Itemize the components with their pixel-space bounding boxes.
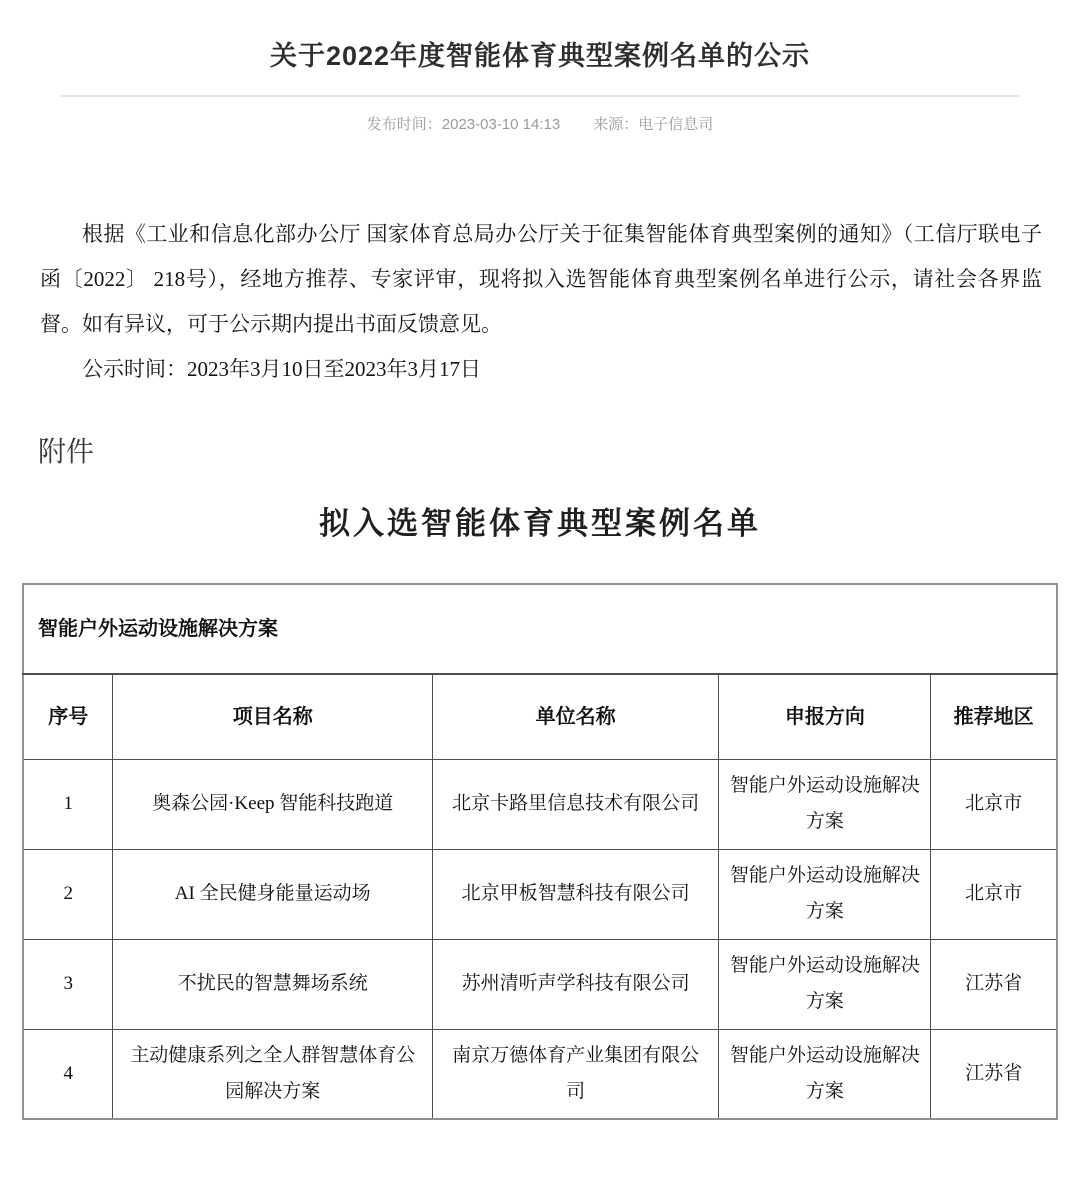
column-header-direction: 申报方向 <box>719 674 931 759</box>
cell-company: 南京万德体育产业集团有限公司 <box>432 1029 718 1119</box>
cell-no: 2 <box>23 849 113 939</box>
source-value: 电子信息司 <box>638 116 714 133</box>
attachment-label: 附件 <box>38 437 95 468</box>
meta-line <box>0 113 1080 134</box>
source-label: 来源： <box>593 116 639 133</box>
source <box>593 113 713 134</box>
column-header-region: 推荐地区 <box>931 674 1057 759</box>
paragraph-publicity-period: 公示时间：2023年3月10日至2023年3月17日 <box>82 357 481 381</box>
cell-direction: 智能户外运动设施解决方案 <box>719 759 931 849</box>
cell-project: AI 全民健身能量运动场 <box>113 849 433 939</box>
publish-time <box>367 113 560 134</box>
publish-time-label: 发布时间： <box>366 116 442 133</box>
page-title: 关于2022年度智能体育典型案例名单的公示 <box>269 41 811 71</box>
column-header-project: 项目名称 <box>113 674 433 759</box>
cell-project: 主动健康系列之全人群智慧体育公园解决方案 <box>113 1029 433 1119</box>
column-header-company: 单位名称 <box>432 674 718 759</box>
table-row <box>23 759 1057 849</box>
cell-project: 不扰民的智慧舞场系统 <box>113 939 433 1029</box>
article-body <box>40 212 1042 392</box>
table-row <box>23 1029 1057 1119</box>
cell-region: 江苏省 <box>931 1029 1057 1119</box>
table-row <box>23 939 1057 1029</box>
paragraph-notice: 根据《工业和信息化部办公厅 国家体育总局办公厅关于征集智能体育典型案例的通知》（工信厅联电子函〔2022〕 218号），经地方推荐、专家评审，现将拟入选智能体育典型案例名单进行公示，请社会各界监督。如有异议，可于公示期内提出书面反馈意见。 <box>40 222 1042 336</box>
cell-company: 北京卡路里信息技术有限公司 <box>432 759 718 849</box>
cases-table <box>22 583 1058 1120</box>
cell-region: 北京市 <box>931 849 1057 939</box>
cell-direction: 智能户外运动设施解决方案 <box>719 849 931 939</box>
column-header-index: 序号 <box>23 674 113 759</box>
cell-project: 奥森公园·Keep 智能科技跑道 <box>113 759 433 849</box>
cell-region: 江苏省 <box>931 939 1057 1029</box>
column-header-row <box>23 674 1057 759</box>
cell-no: 4 <box>23 1029 113 1119</box>
cell-direction: 智能户外运动设施解决方案 <box>719 939 931 1029</box>
table-row <box>23 849 1057 939</box>
list-title: 拟入选智能体育典型案例名单 <box>319 506 761 541</box>
header-divider <box>60 95 1020 97</box>
cell-region: 北京市 <box>931 759 1057 849</box>
cell-direction: 智能户外运动设施解决方案 <box>719 1029 931 1119</box>
cell-company: 北京甲板智慧科技有限公司 <box>432 849 718 939</box>
page-header <box>0 0 1080 134</box>
cell-company: 苏州清听声学科技有限公司 <box>432 939 718 1029</box>
publish-time-value: 2023-03-10 14:13 <box>441 116 561 133</box>
group-header-row <box>23 584 1057 674</box>
group-header-cell: 智能户外运动设施解决方案 <box>23 584 1057 674</box>
cell-no: 1 <box>23 759 113 849</box>
cell-no: 3 <box>23 939 113 1029</box>
